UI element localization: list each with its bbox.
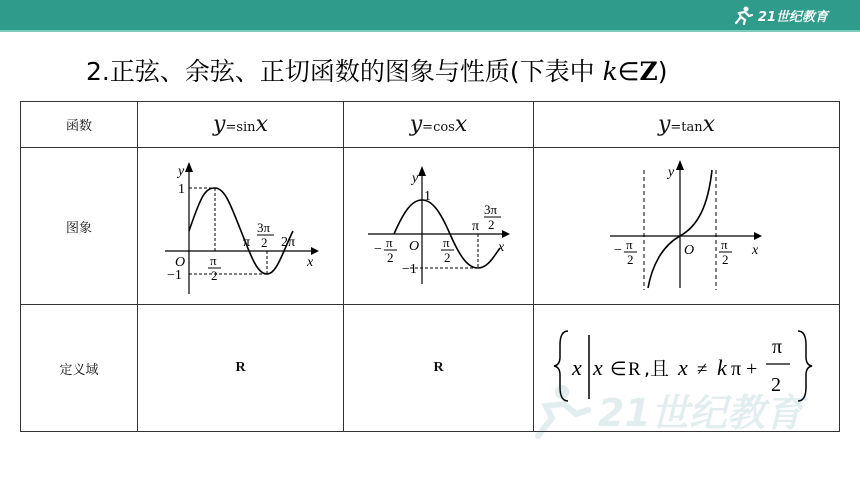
cos-neg-sign: −	[373, 242, 382, 257]
cos-3pi2-den: 2	[487, 217, 494, 232]
sin-graph	[161, 156, 321, 296]
graph-row-label: 图象	[21, 148, 138, 305]
svg-text:x: x	[592, 355, 603, 380]
runner-logo-icon	[732, 5, 754, 25]
sin-neg-one: −1	[166, 268, 182, 283]
cos-graph-cell	[344, 148, 534, 305]
svg-text:≠: ≠	[696, 359, 707, 380]
cos-pi2-den: 2	[443, 250, 450, 265]
tan-domain-set	[552, 321, 822, 411]
tan-y-label: y	[667, 165, 674, 180]
graph-row	[21, 148, 840, 305]
title-prefix: 2.正弦、余弦、正切函数的图象与性质(下表中	[86, 57, 603, 86]
svg-text:∈: ∈	[609, 359, 627, 380]
sin-pi2-den: 2	[210, 268, 217, 283]
watermark-text: 21世纪教育	[598, 391, 803, 435]
cos-y-label: y	[411, 171, 418, 186]
cos-negpi2-num: π	[385, 235, 393, 250]
title-in: ∈	[617, 57, 640, 86]
cos-3pi2-num: 3π	[483, 202, 497, 217]
sin-domain: R	[138, 305, 344, 432]
page-title	[86, 52, 668, 88]
trig-properties-table	[20, 101, 840, 432]
svg-text:+: +	[745, 358, 757, 380]
sin-y-label: y	[177, 164, 184, 179]
header-tan: y=tanx	[534, 102, 840, 148]
cos-origin: O	[408, 239, 419, 254]
tan-graph	[602, 156, 772, 296]
header-function-label: 函数	[21, 102, 138, 148]
tan-negpi2-den: 2	[626, 252, 633, 267]
sin-pi2-num: π	[209, 253, 217, 268]
sin-x-label: x	[306, 255, 313, 270]
cos-graph	[364, 156, 514, 296]
cos-pi: π	[471, 219, 479, 234]
sin-2pi: 2π	[280, 235, 295, 250]
title-suffix: )	[657, 57, 668, 86]
cos-negpi2-den: 2	[386, 250, 393, 265]
title-k: k	[602, 57, 618, 86]
svg-text:x: x	[677, 355, 688, 380]
sin-one: 1	[177, 182, 185, 197]
header-cos: y=cosx	[344, 102, 534, 148]
svg-text:2: 2	[770, 374, 781, 396]
table-header-row	[21, 102, 840, 148]
cos-pi2-num: π	[442, 235, 450, 250]
tan-origin: O	[683, 243, 694, 258]
svg-text:k: k	[716, 355, 727, 380]
sin-graph-cell	[138, 148, 344, 305]
cos-domain: R	[344, 305, 534, 432]
cos-one: 1	[423, 189, 431, 204]
brand-text: 21世纪教育	[757, 9, 828, 25]
tan-neg-sign: −	[613, 243, 622, 258]
header-sin: y=sinx	[138, 102, 344, 148]
cos-neg-one: −1	[401, 262, 417, 277]
cos-x-label: x	[497, 240, 504, 255]
sin-3pi2-den: 2	[260, 235, 267, 250]
tan-domain	[534, 305, 840, 432]
tan-graph-cell	[534, 148, 840, 305]
svg-text:x: x	[571, 355, 582, 380]
svg-text:π: π	[730, 358, 741, 380]
svg-text:π: π	[771, 336, 782, 358]
brand-logo	[732, 4, 828, 26]
tan-pi2-num: π	[720, 237, 728, 252]
banner-divider	[0, 30, 860, 32]
domain-row	[21, 305, 840, 432]
tan-negpi2-num: π	[625, 237, 633, 252]
sin-pi: π	[242, 235, 250, 250]
svg-text:R: R	[627, 359, 641, 380]
sin-3pi2-num: 3π	[256, 220, 270, 235]
domain-row-label: 定义域	[21, 305, 138, 432]
tan-x-label: x	[751, 243, 758, 258]
sin-origin: O	[174, 255, 185, 270]
tan-pi2-den: 2	[721, 252, 728, 267]
title-z: Z	[639, 57, 658, 86]
svg-text:,且: ,且	[643, 358, 669, 380]
